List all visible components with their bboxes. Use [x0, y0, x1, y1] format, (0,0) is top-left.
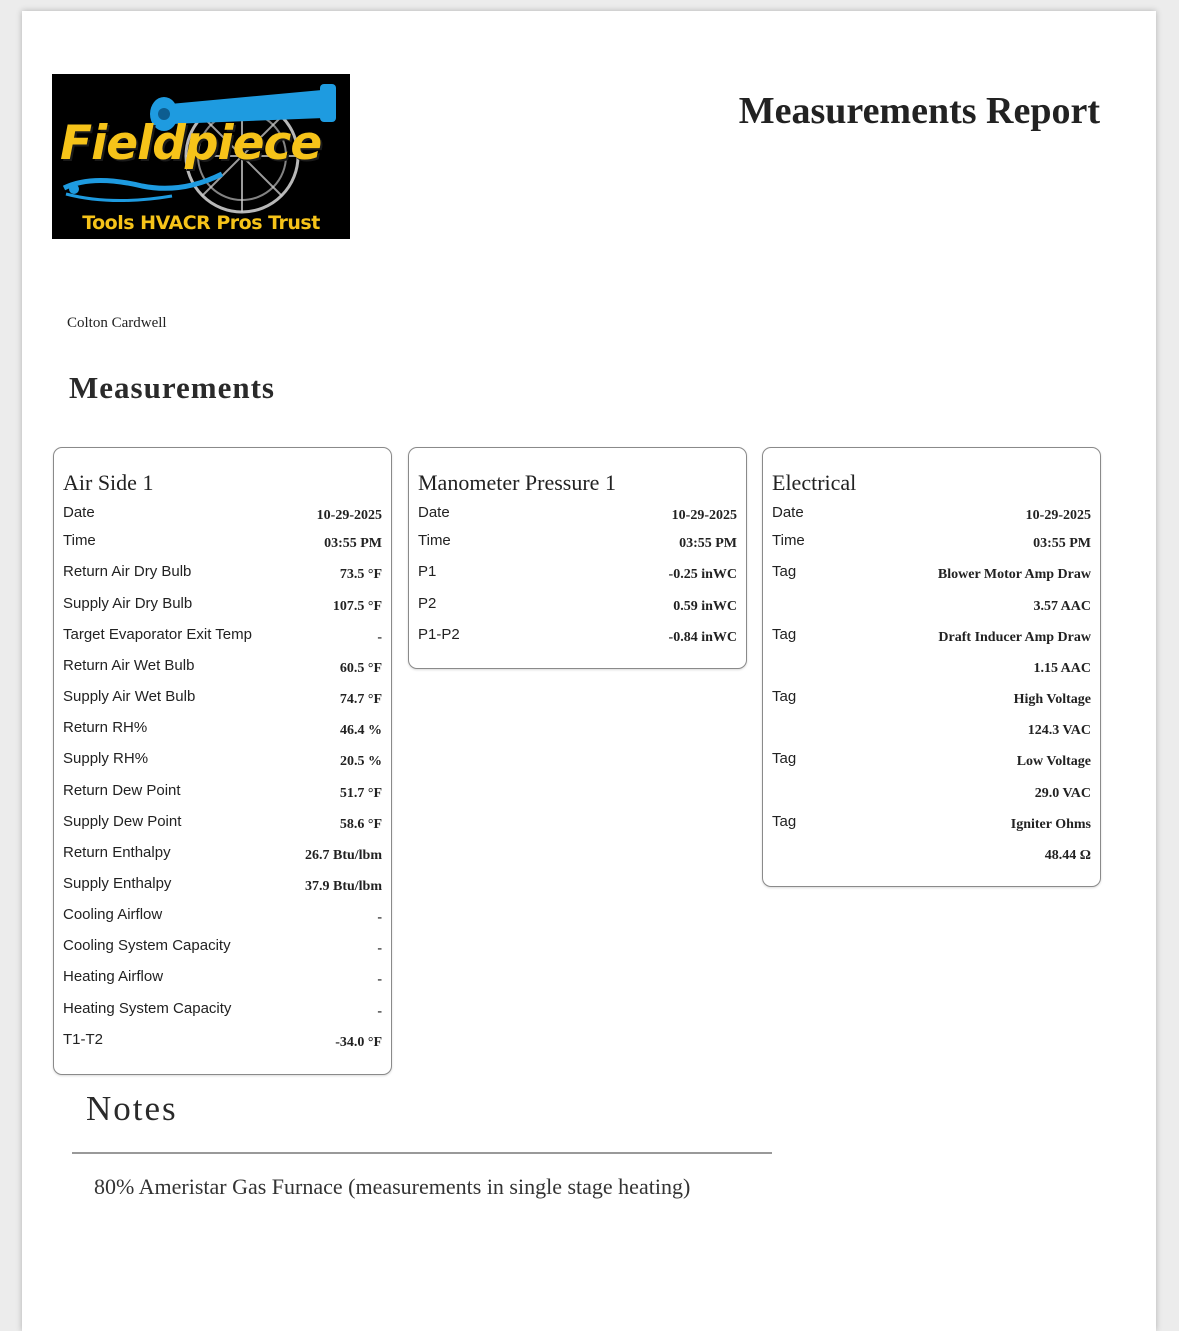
measurement-value: - — [377, 910, 382, 925]
measurement-row — [54, 844, 391, 864]
measurement-row — [763, 782, 1100, 802]
measurement-label: Date — [63, 504, 95, 521]
measurement-label: P1-P2 — [418, 626, 460, 643]
measurement-row — [54, 657, 391, 677]
measurement-label: Return Enthalpy — [63, 844, 171, 861]
measurement-value: 3.57 AAC — [1033, 599, 1091, 614]
measurement-row — [763, 504, 1100, 524]
measurement-row — [54, 1031, 391, 1051]
measurement-label: P1 — [418, 563, 437, 580]
logo-wordmark: Fieldpiece — [60, 116, 322, 171]
card-title: Manometer Pressure 1 — [418, 470, 616, 495]
measurement-row — [763, 532, 1100, 552]
measurement-value: 03:55 PM — [1033, 536, 1091, 551]
measurement-label: Supply Dew Point — [63, 813, 182, 830]
measurement-row — [54, 1000, 391, 1020]
measurement-label: Tag — [772, 626, 797, 643]
measurement-row — [409, 532, 746, 552]
measurement-value: 1.15 AAC — [1033, 661, 1091, 676]
notes-title: Notes — [86, 1089, 178, 1128]
measurement-value: 58.6 °F — [339, 817, 382, 832]
measurement-value: - — [377, 972, 382, 987]
measurement-value: Low Voltage — [1016, 754, 1091, 769]
measurement-label: Return RH% — [63, 719, 148, 736]
measurement-label: Supply RH% — [63, 750, 149, 767]
measurement-row — [763, 719, 1100, 739]
measurement-value: 107.5 °F — [332, 599, 382, 614]
measurement-label: Cooling Airflow — [63, 906, 163, 923]
measurement-label: Return Air Dry Bulb — [63, 563, 192, 580]
fieldpiece-logo — [52, 74, 350, 239]
measurement-row — [54, 626, 391, 646]
measurement-row — [763, 750, 1100, 770]
measurement-value: 37.9 Btu/lbm — [304, 879, 382, 894]
measurement-row — [763, 563, 1100, 583]
measurement-row — [54, 563, 391, 583]
measurement-label: Supply Air Dry Bulb — [63, 595, 193, 612]
measurement-label: Tag — [772, 750, 797, 767]
card-title: Electrical — [772, 470, 857, 495]
measurement-row — [54, 719, 391, 739]
measurement-row — [409, 626, 746, 646]
measurement-label: Time — [63, 532, 96, 549]
measurement-value: 124.3 VAC — [1027, 723, 1091, 738]
measurement-label: Time — [418, 532, 451, 549]
measurement-label: Tag — [772, 688, 797, 705]
measurement-row — [54, 813, 391, 833]
measurement-value: High Voltage — [1013, 692, 1091, 707]
measurement-value: 48.44 Ω — [1044, 848, 1091, 863]
measurement-label: Date — [772, 504, 804, 521]
measurement-row — [54, 906, 391, 926]
measurement-value: Draft Inducer Amp Draw — [938, 630, 1091, 645]
measurement-value: 74.7 °F — [339, 692, 382, 707]
measurement-label: Supply Enthalpy — [63, 875, 172, 892]
report-page — [22, 11, 1156, 1331]
measurement-value: - — [377, 1004, 382, 1019]
author-name: Colton Cardwell — [67, 315, 167, 331]
report-title: Measurements Report — [738, 90, 1100, 132]
measurement-label: T1-T2 — [63, 1031, 104, 1048]
measurement-value: 10-29-2025 — [1025, 508, 1091, 523]
measurement-value: 26.7 Btu/lbm — [304, 848, 382, 863]
manometer-card — [408, 447, 747, 669]
measurement-value: 03:55 PM — [324, 536, 382, 551]
measurement-value: 46.4 % — [340, 723, 382, 738]
measurement-value: -0.25 inWC — [668, 567, 737, 582]
measurement-label: Tag — [772, 813, 797, 830]
logo-tagline: Tools HVACR Pros Trust — [82, 212, 320, 234]
measurement-value: - — [377, 941, 382, 956]
measurement-value: Blower Motor Amp Draw — [937, 567, 1091, 582]
measurement-label: Tag — [772, 563, 797, 580]
electrical-card — [762, 447, 1101, 887]
measurement-row — [763, 626, 1100, 646]
measurement-row — [54, 504, 391, 524]
measurement-value: -0.84 inWC — [668, 630, 737, 645]
measurement-value: 10-29-2025 — [316, 508, 382, 523]
measurement-row — [54, 595, 391, 615]
measurement-row — [54, 532, 391, 552]
measurement-label: Return Air Wet Bulb — [63, 657, 195, 674]
notes-text: 80% Ameristar Gas Furnace (measurements in single stage heating) — [94, 1174, 691, 1199]
measurement-row — [409, 595, 746, 615]
measurement-row — [763, 844, 1100, 864]
measurement-label: P2 — [418, 595, 437, 612]
measurement-row — [54, 937, 391, 957]
measurement-value: 0.59 inWC — [673, 599, 737, 614]
measurement-label: Heating Airflow — [63, 968, 164, 985]
measurement-value: 73.5 °F — [339, 567, 382, 582]
measurement-row — [409, 504, 746, 524]
measurement-value: 20.5 % — [340, 754, 382, 769]
measurement-value: 60.5 °F — [339, 661, 382, 676]
measurement-value: -34.0 °F — [335, 1035, 382, 1050]
measurement-row — [763, 688, 1100, 708]
measurement-value: - — [377, 630, 382, 645]
measurement-label: Target Evaporator Exit Temp — [63, 626, 252, 643]
measurement-row — [54, 688, 391, 708]
measurement-row — [54, 782, 391, 802]
measurement-value: 29.0 VAC — [1034, 786, 1091, 801]
card-title: Air Side 1 — [63, 470, 154, 495]
measurement-label: Heating System Capacity — [63, 1000, 232, 1017]
measurement-value: Igniter Ohms — [1010, 817, 1091, 832]
measurement-label: Return Dew Point — [63, 782, 181, 799]
measurement-row — [54, 750, 391, 770]
measurement-row — [763, 813, 1100, 833]
measurement-row — [763, 595, 1100, 615]
measurement-row — [763, 657, 1100, 677]
notes-divider — [72, 1152, 772, 1154]
measurement-label: Time — [772, 532, 805, 549]
air-side-card — [53, 447, 392, 1075]
measurement-row — [54, 875, 391, 895]
measurement-value: 10-29-2025 — [671, 508, 737, 523]
measurement-row — [409, 563, 746, 583]
measurement-value: 51.7 °F — [339, 786, 382, 801]
measurement-label: Date — [418, 504, 450, 521]
section-title: Measurements — [69, 370, 275, 405]
measurement-row — [54, 968, 391, 988]
measurement-label: Supply Air Wet Bulb — [63, 688, 196, 705]
measurement-value: 03:55 PM — [679, 536, 737, 551]
measurement-label: Cooling System Capacity — [63, 937, 231, 954]
